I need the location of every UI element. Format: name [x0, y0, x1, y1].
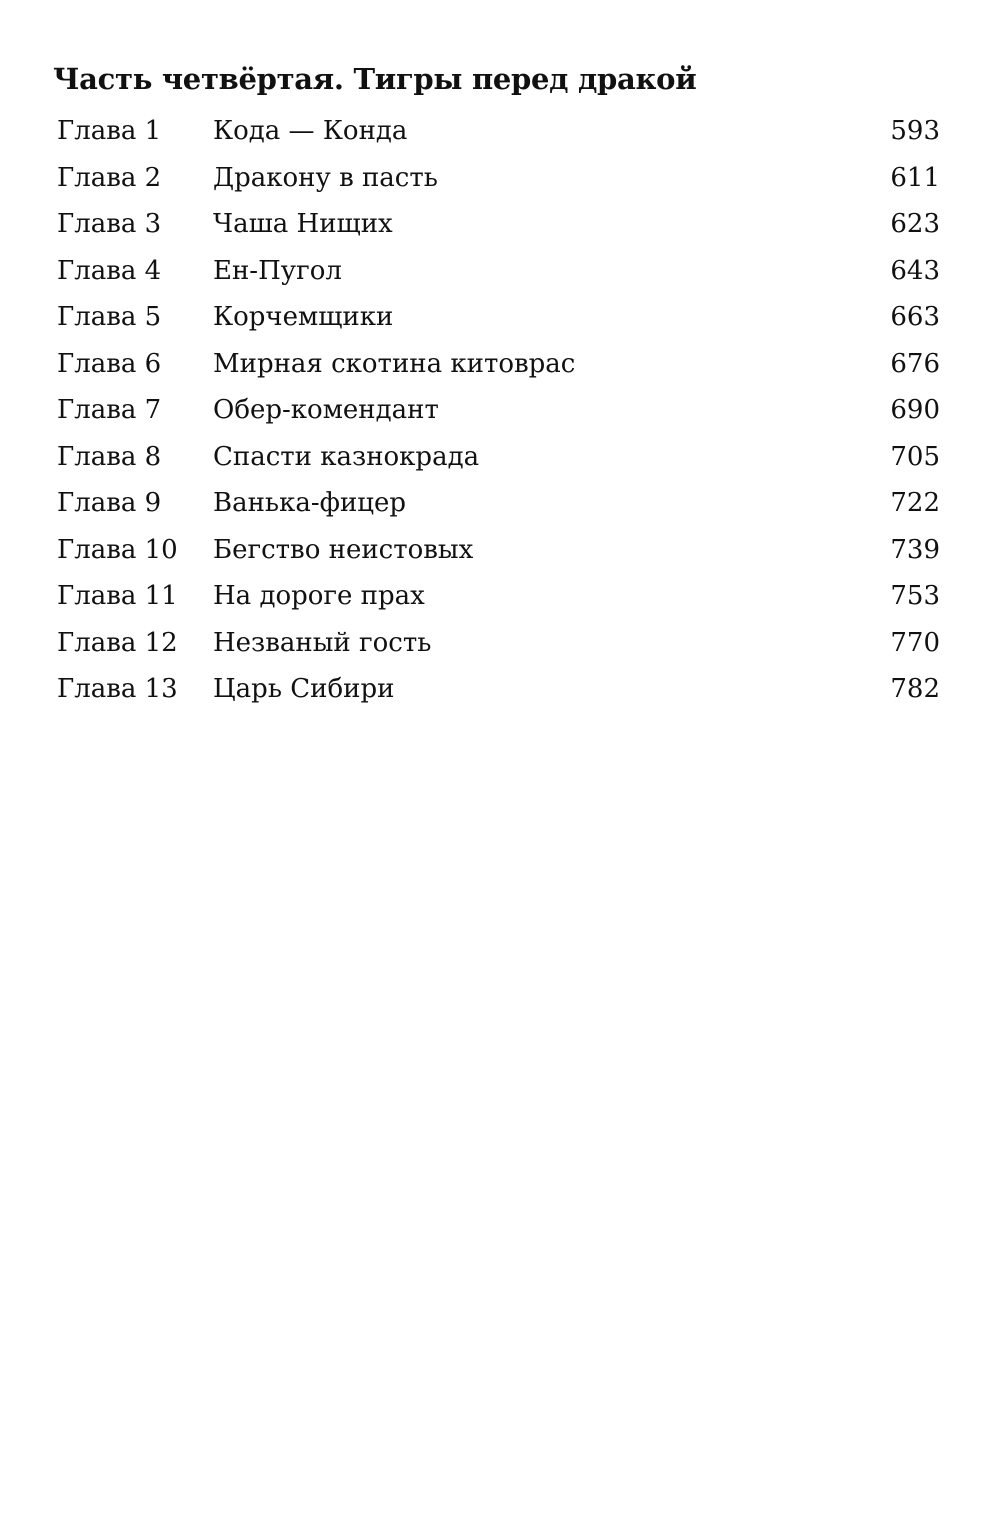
chapter-title: На дороге прах: [213, 581, 425, 611]
toc-entry-2: [57, 155, 940, 202]
chapter-label: Глава 9: [57, 488, 162, 518]
chapter-title: Ен-Пугол: [213, 255, 342, 286]
chapter-label: Глава 10: [57, 534, 178, 565]
chapter-label: Глава 11: [57, 581, 178, 611]
chapter-label: Глава 2: [57, 162, 162, 193]
chapter-label: Глава 5: [57, 302, 162, 332]
toc-entry-4: [57, 248, 940, 295]
chapter-title: Корчемщики: [213, 302, 394, 332]
chapter-label: Глава 7: [57, 395, 162, 425]
chapter-page-number: 690: [890, 395, 940, 425]
chapter-title: Спасти казнокрада: [213, 441, 480, 472]
chapter-page-number: 739: [890, 534, 940, 565]
chapter-title: Дракону в пасть: [213, 162, 438, 193]
chapter-title: Кода — Конда: [213, 116, 408, 146]
toc-entry-6: [57, 341, 940, 388]
toc-entry-10: [57, 527, 940, 574]
chapter-page-number: 676: [890, 348, 940, 379]
chapter-title: Мирная скотина китоврас: [213, 348, 576, 379]
toc-entry-8: [57, 434, 940, 481]
chapter-page-number: 623: [890, 209, 940, 239]
toc-entry-3: [57, 201, 940, 248]
chapter-page-number: 611: [890, 162, 940, 193]
chapter-label: Глава 1: [57, 116, 162, 146]
chapter-title: Незваный гость: [213, 627, 432, 658]
chapter-page-number: 593: [890, 116, 940, 146]
toc-entry-9: [57, 480, 940, 527]
chapter-page-number: 770: [890, 627, 940, 658]
chapter-title: Бегство неистовых: [213, 534, 474, 565]
chapter-page-number: 753: [890, 581, 940, 611]
toc-entry-1: [57, 108, 940, 155]
toc-entry-13: [57, 666, 940, 713]
part-title: Часть четвёртая. Тигры перед дракой: [53, 62, 697, 96]
chapter-page-number: 643: [890, 255, 940, 286]
chapter-label: Глава 8: [57, 441, 162, 472]
toc-entry-11: [57, 573, 940, 620]
chapter-title: Ванька-фицер: [213, 488, 407, 518]
chapter-page-number: 782: [890, 674, 940, 704]
chapter-page-number: 705: [890, 441, 940, 472]
chapter-title: Чаша Нищих: [213, 209, 393, 239]
chapter-label: Глава 6: [57, 348, 162, 379]
chapter-page-number: 663: [890, 302, 940, 332]
table-of-contents: [57, 108, 940, 713]
chapter-title: Обер-комендант: [213, 395, 439, 425]
chapter-label: Глава 3: [57, 209, 162, 239]
toc-entry-12: [57, 620, 940, 667]
chapter-page-number: 722: [890, 488, 940, 518]
toc-entry-5: [57, 294, 940, 341]
chapter-label: Глава 13: [57, 674, 178, 704]
toc-entry-7: [57, 387, 940, 434]
chapter-label: Глава 4: [57, 255, 162, 286]
chapter-title: Царь Сибири: [213, 674, 395, 704]
chapter-label: Глава 12: [57, 627, 178, 658]
